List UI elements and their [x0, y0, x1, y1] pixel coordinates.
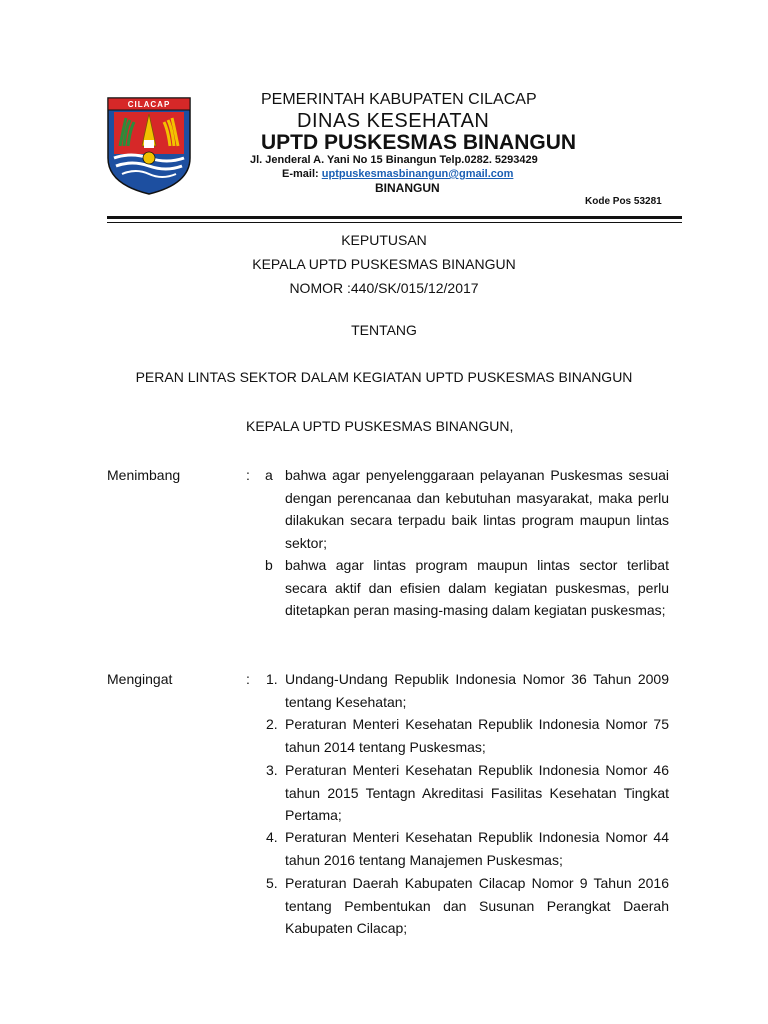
mengingat-marker-2: 2.	[266, 716, 278, 732]
letterhead-rule-thick	[107, 216, 682, 219]
mengingat-marker-3: 3.	[266, 762, 278, 778]
government-name: PEMERINTAH KABUPATEN CILACAP	[261, 91, 537, 108]
mengingat-item-5: Peraturan Daerah Kabupaten Cilacap Nomor 9 Tahun 2016 tentang Pembentukan dan Susunan Perangkat Daerah Kabupaten Cilacap;	[285, 875, 669, 936]
official-title: KEPALA UPTD PUSKESMAS BINANGUN	[252, 256, 516, 272]
organization-name: UPTD PUSKESMAS BINANGUN	[261, 131, 577, 154]
menimbang-colon: :	[246, 467, 250, 483]
menimbang-item-a: bahwa agar penyelenggaraan pelayanan Puskesmas sesuai dengan perencanaa dan kebutuhan masyarakat, maka perlu dilakukan secara terpadu baik lintas program maupun lintas sektor;	[285, 467, 669, 551]
decree-title: KEPUTUSAN	[341, 232, 427, 248]
mengingat-marker-5: 5.	[266, 875, 278, 891]
mengingat-label: Mengingat	[107, 671, 173, 687]
menimbang-item-b: bahwa agar lintas program maupun lintas sector terlibat secara aktif dan efisien dalam kegiatan puskesmas, perlu ditetapkan peran masing-masing dalam kegiatan puskesmas;	[285, 557, 669, 618]
about-heading: TENTANG	[351, 322, 417, 338]
mengingat-item-3: Peraturan Menteri Kesehatan Republik Indonesia Nomor 46 tahun 2015 Tentagn Akreditasi Fasilitas Kesehatan Tingkat Pertama;	[285, 762, 669, 823]
menimbang-marker-b: b	[265, 557, 273, 573]
mengingat-item-4: Peraturan Menteri Kesehatan Republik Indonesia Nomor 44 tahun 2016 tentang Manajemen Puskesmas;	[285, 829, 669, 868]
mengingat-item-2: Peraturan Menteri Kesehatan Republik Indonesia Nomor 75 tahun 2014 tentang Puskesmas;	[285, 716, 669, 755]
city-name: BINANGUN	[375, 181, 440, 195]
letterhead-rule-thin	[107, 222, 682, 223]
email-label: E-mail:	[282, 168, 319, 180]
cilacap-coat-of-arms	[106, 96, 192, 196]
department-name: DINAS KESEHATAN	[297, 110, 490, 132]
decree-subject: PERAN LINTAS SEKTOR DALAM KEGIATAN UPTD PUSKESMAS BINANGUN	[135, 369, 633, 385]
email-link[interactable]: uptpuskesmasbinangun@gmail.com	[321, 168, 514, 180]
mengingat-marker-1: 1.	[266, 671, 278, 687]
logo-banner-text: CILACAP	[127, 100, 171, 109]
mengingat-marker-4: 4.	[266, 829, 278, 845]
menimbang-marker-a: a	[265, 467, 273, 483]
menimbang-label: Menimbang	[107, 467, 181, 483]
mengingat-item-1: Undang-Undang Republik Indonesia Nomor 36 Tahun 2009 tentang Kesehatan;	[285, 671, 669, 710]
postal-code: Kode Pos 53281	[585, 196, 662, 207]
mengingat-colon: :	[246, 671, 250, 687]
signatory-heading: KEPALA UPTD PUSKESMAS BINANGUN,	[246, 418, 514, 434]
address-line: Jl. Jenderal A. Yani No 15 Binangun Telp.0282. 5293429	[250, 154, 538, 166]
email-line	[282, 168, 513, 180]
decree-number: NOMOR :440/SK/015/12/2017	[289, 280, 479, 296]
